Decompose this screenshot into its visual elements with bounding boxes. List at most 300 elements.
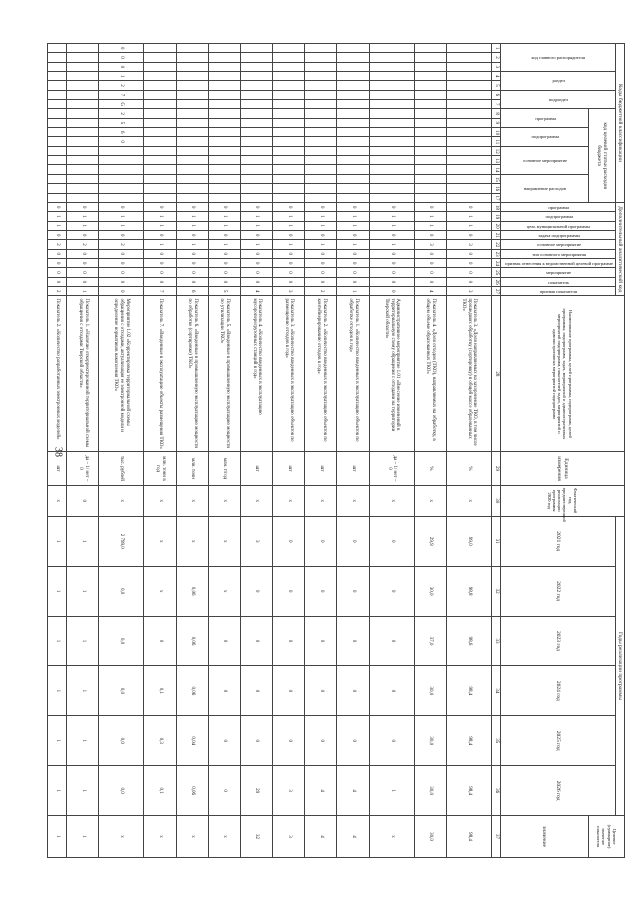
budget-code-cell bbox=[273, 72, 305, 81]
column-number: 33 bbox=[491, 616, 500, 666]
budget-code-cell bbox=[446, 118, 491, 127]
budget-code-cell bbox=[305, 193, 337, 202]
column-number: 35 bbox=[491, 716, 500, 766]
target-sub-header: значение bbox=[500, 816, 588, 858]
budget-sub-col-header bbox=[500, 174, 588, 202]
extra-col-header bbox=[500, 202, 615, 211]
budget-code-cell: 0 bbox=[99, 53, 144, 62]
budget-code-cell bbox=[414, 53, 446, 62]
budget-code-cell bbox=[67, 118, 99, 127]
budget-code-cell bbox=[144, 81, 176, 90]
column-number: 3 bbox=[491, 62, 500, 71]
extra-code-cell: 1 bbox=[176, 212, 208, 221]
extra-code-cell: 1 bbox=[369, 240, 414, 249]
budget-code-cell bbox=[369, 193, 414, 202]
table-row bbox=[67, 44, 99, 858]
budget-code-cell bbox=[47, 53, 67, 62]
budget-code-cell bbox=[208, 193, 240, 202]
extra-col-header bbox=[500, 258, 615, 267]
budget-code-cell bbox=[337, 90, 369, 99]
year-value-cell: 29 bbox=[240, 766, 272, 816]
budget-code-cell bbox=[273, 156, 305, 165]
budget-code-cell: 5 bbox=[99, 118, 144, 127]
year-value-cell: 0,06 bbox=[176, 666, 208, 716]
extra-code-cell: 4 bbox=[240, 286, 272, 295]
budget-code-cell bbox=[208, 53, 240, 62]
extra-code-cell: 0 bbox=[99, 286, 144, 295]
extra-code-cell: 3 bbox=[414, 240, 446, 249]
budget-code-cell bbox=[47, 90, 67, 99]
extra-col-label: задача подпрограммы bbox=[537, 232, 580, 238]
budget-code-cell bbox=[305, 44, 337, 53]
extra-code-cell: 0 bbox=[240, 249, 272, 258]
year-header: 2025 год bbox=[500, 716, 615, 766]
budget-code-cell bbox=[369, 165, 414, 174]
extra-code-cell: 0 bbox=[414, 230, 446, 239]
budget-code-cell bbox=[446, 184, 491, 193]
extra-code-cell: 0 bbox=[414, 277, 446, 286]
indicator-name: Мероприятие 1.02 «Корректировка территориальной схемы обращения с отходами, актуализация ее электронной модели и определение нормативов накопления ТКО» bbox=[99, 296, 144, 452]
budget-code-cell bbox=[337, 100, 369, 109]
budget-code-cell bbox=[414, 72, 446, 81]
extra-code-cell: 0 bbox=[446, 202, 491, 211]
budget-code-cell bbox=[369, 146, 414, 155]
budget-code-cell bbox=[67, 128, 99, 137]
budget-code-cell bbox=[240, 146, 272, 155]
extra-col-label: признак показателя bbox=[540, 288, 578, 294]
budget-code-cell: 0 bbox=[99, 44, 144, 53]
extra-code-cell: 0 bbox=[305, 258, 337, 267]
column-number: 32 bbox=[491, 566, 500, 616]
extra-code-cell: 0 bbox=[446, 277, 491, 286]
year-value-cell: 0 bbox=[369, 666, 414, 716]
column-number: 15 bbox=[491, 174, 500, 183]
budget-code-cell bbox=[446, 156, 491, 165]
budget-code-cell bbox=[99, 156, 144, 165]
extra-code-cell: 0 bbox=[67, 258, 99, 267]
budget-code-cell bbox=[369, 90, 414, 99]
year-value-cell: 0 bbox=[240, 616, 272, 666]
budget-code-cell bbox=[446, 62, 491, 71]
budget-code-cell bbox=[240, 156, 272, 165]
budget-code-cell bbox=[176, 137, 208, 146]
extra-code-cell: 0 bbox=[414, 258, 446, 267]
target-value-cell: х bbox=[208, 816, 240, 858]
year-value-cell: 0 bbox=[240, 666, 272, 716]
extra-code-cell: 1 bbox=[99, 212, 144, 221]
extra-code-cell: 1 bbox=[99, 221, 144, 230]
extra-code-cell: 0 bbox=[369, 230, 414, 239]
target-value-cell: х bbox=[176, 816, 208, 858]
extra-code-cell: 0 bbox=[67, 277, 99, 286]
budget-code-cell bbox=[337, 53, 369, 62]
extra-code-cell: 0 bbox=[144, 258, 176, 267]
year-value-cell: х bbox=[144, 516, 176, 566]
extra-code-cell: 0 bbox=[99, 268, 144, 277]
extra-code-cell: 0 bbox=[208, 258, 240, 267]
table-row bbox=[208, 44, 240, 858]
year-value-cell: 1 bbox=[47, 566, 67, 616]
budget-code-cell bbox=[273, 165, 305, 174]
budget-code-cell bbox=[414, 184, 446, 193]
extra-code-cell: 0 bbox=[337, 268, 369, 277]
year-value-cell: 0,3 bbox=[144, 716, 176, 766]
budget-code-cell bbox=[369, 128, 414, 137]
unit-cell: % bbox=[414, 452, 446, 485]
target-value-cell: 4 bbox=[337, 816, 369, 858]
extra-code-cell: 0 bbox=[305, 230, 337, 239]
year-value-cell: 30,0 bbox=[414, 666, 446, 716]
budget-code-cell bbox=[176, 109, 208, 118]
budget-code-cell bbox=[305, 109, 337, 118]
year-value-cell: х bbox=[208, 516, 240, 566]
year-value-cell: 0 bbox=[337, 516, 369, 566]
unit-cell: шт bbox=[273, 452, 305, 485]
extra-code-cell: 0 bbox=[47, 277, 67, 286]
extra-code-cell: 0 bbox=[305, 277, 337, 286]
extra-code-cell: 0 bbox=[47, 258, 67, 267]
extra-code-cell: 1 bbox=[305, 221, 337, 230]
budget-code-cell bbox=[47, 165, 67, 174]
budget-sub-col-label: программа bbox=[534, 115, 556, 121]
budget-code-cell bbox=[176, 62, 208, 71]
budget-code-cell bbox=[176, 81, 208, 90]
extra-col-header bbox=[500, 277, 615, 286]
budget-code-cell bbox=[144, 72, 176, 81]
budget-code-cell bbox=[446, 53, 491, 62]
extra-col-label: показатель bbox=[548, 279, 570, 285]
table-row bbox=[47, 44, 67, 858]
budget-code-cell bbox=[337, 156, 369, 165]
budget-code-cell bbox=[67, 174, 99, 183]
extra-code-cell: 3 bbox=[446, 240, 491, 249]
budget-code-cell bbox=[414, 100, 446, 109]
budget-code-cell bbox=[67, 146, 99, 155]
budget-code-cell bbox=[305, 90, 337, 99]
column-number: 31 bbox=[491, 516, 500, 566]
column-number: 16 bbox=[491, 184, 500, 193]
extra-code-cell: 0 bbox=[144, 268, 176, 277]
extra-code-cell: 0 bbox=[305, 268, 337, 277]
budget-code-cell bbox=[176, 165, 208, 174]
extra-code-cell: 0 bbox=[414, 268, 446, 277]
extra-code-cell: 1 bbox=[414, 221, 446, 230]
extra-code-cell: 0 bbox=[208, 249, 240, 258]
table-row bbox=[144, 44, 176, 858]
extra-code-cell: 0 bbox=[47, 249, 67, 258]
year-value-cell: 1 bbox=[47, 616, 67, 666]
budget-code-cell bbox=[144, 184, 176, 193]
extra-code-cell: 0 bbox=[176, 202, 208, 211]
year-value-cell: 99,0 bbox=[446, 516, 491, 566]
year-value-cell: 0 bbox=[369, 566, 414, 616]
extra-code-cell: 0 bbox=[369, 268, 414, 277]
budget-code-cell bbox=[414, 62, 446, 71]
extra-code-cell: 2 bbox=[305, 286, 337, 295]
table-row bbox=[369, 44, 414, 858]
budget-code-cell bbox=[240, 137, 272, 146]
column-number: 25 bbox=[491, 268, 500, 277]
budget-code-cell bbox=[273, 146, 305, 155]
extra-code-cell: 0 bbox=[176, 249, 208, 258]
column-number: 23 bbox=[491, 249, 500, 258]
budget-code-cell bbox=[305, 72, 337, 81]
budget-code-cell bbox=[47, 81, 67, 90]
extra-code-cell: 0 bbox=[446, 249, 491, 258]
year-value-cell: х bbox=[208, 566, 240, 616]
column-number: 6 bbox=[491, 90, 500, 99]
budget-code-cell bbox=[273, 53, 305, 62]
table-row bbox=[337, 44, 369, 858]
budget-code-cell bbox=[369, 174, 414, 183]
fact-cell: х bbox=[369, 485, 414, 516]
budget-code-cell bbox=[176, 90, 208, 99]
fact-cell: 0 bbox=[67, 485, 99, 516]
target-value-cell: 1 bbox=[47, 816, 67, 858]
table-row bbox=[99, 44, 144, 858]
year-value-cell: 4 bbox=[337, 766, 369, 816]
fact-cell: х bbox=[240, 485, 272, 516]
year-value-cell: 2 799,0 bbox=[99, 516, 144, 566]
extra-code-cell: 0 bbox=[337, 249, 369, 258]
budget-code-cell bbox=[273, 81, 305, 90]
indicator-name: Показатель 3. «Доля направляемых на захоронение ТКО, в том числе прошедших обработку (сортировку) в общей массе образованных ТКО» bbox=[446, 296, 491, 452]
budget-code-cell bbox=[144, 128, 176, 137]
year-value-cell: 1 bbox=[67, 766, 99, 816]
budget-code-cell: 0 bbox=[99, 62, 144, 71]
budget-code-cell bbox=[240, 184, 272, 193]
column-number: 13 bbox=[491, 156, 500, 165]
year-value-cell: 0 bbox=[208, 766, 240, 816]
column-number: 9 bbox=[491, 118, 500, 127]
year-header: 2022 год bbox=[500, 566, 615, 616]
budget-code-cell bbox=[67, 165, 99, 174]
budget-code-cell bbox=[240, 109, 272, 118]
budget-code-cell bbox=[446, 109, 491, 118]
budget-code-cell bbox=[208, 81, 240, 90]
year-value-cell: 0,1 bbox=[144, 666, 176, 716]
extra-code-cell: 0 bbox=[99, 277, 144, 286]
budget-code-cell bbox=[67, 100, 99, 109]
budget-col-header bbox=[500, 44, 615, 72]
year-value-cell: х bbox=[144, 566, 176, 616]
extra-code-cell: 0 bbox=[273, 230, 305, 239]
budget-code-cell bbox=[414, 128, 446, 137]
budget-code-cell: 2 bbox=[99, 109, 144, 118]
unit-cell: тыс. рублей bbox=[99, 452, 144, 485]
budget-code-cell bbox=[446, 146, 491, 155]
budget-code-cell bbox=[47, 72, 67, 81]
extra-code-cell: 1 bbox=[144, 212, 176, 221]
budget-sub-col-header bbox=[500, 109, 588, 128]
budget-code-cell bbox=[446, 165, 491, 174]
budget-code-cell bbox=[305, 146, 337, 155]
budget-code-cell bbox=[414, 109, 446, 118]
extra-code-cell: 1 bbox=[67, 212, 99, 221]
budget-col-label: раздел bbox=[552, 78, 566, 84]
year-value-cell: 0,0 bbox=[99, 666, 144, 716]
target-value-cell: 3 bbox=[273, 816, 305, 858]
unit-cell: да – 1/ нет – 0 bbox=[369, 452, 414, 485]
extra-code-cell: 0 bbox=[446, 230, 491, 239]
table-body bbox=[47, 44, 491, 858]
budget-code-cell bbox=[240, 165, 272, 174]
budget-code-cell bbox=[47, 109, 67, 118]
budget-code-cell bbox=[67, 90, 99, 99]
budget-col-header bbox=[500, 72, 615, 91]
budget-code-cell bbox=[176, 53, 208, 62]
budget-code-cell bbox=[337, 184, 369, 193]
year-value-cell: 37,0 bbox=[414, 616, 446, 666]
budget-code-cell bbox=[208, 109, 240, 118]
year-value-cell: 30,0 bbox=[414, 566, 446, 616]
year-value-cell: 1 bbox=[47, 766, 67, 816]
budget-code-cell bbox=[208, 72, 240, 81]
unit-cell: млн. т/год bbox=[208, 452, 240, 485]
year-value-cell: 0 bbox=[337, 616, 369, 666]
year-value-cell: 0 bbox=[305, 716, 337, 766]
fact-cell: х bbox=[414, 485, 446, 516]
unit-cell: % bbox=[446, 452, 491, 485]
extra-code-cell: 0 bbox=[176, 268, 208, 277]
year-value-cell: 0 bbox=[273, 566, 305, 616]
extra-col-label: мероприятие bbox=[546, 270, 572, 276]
budget-code-cell bbox=[446, 193, 491, 202]
budget-code-cell bbox=[176, 72, 208, 81]
budget-code-sub-header: код целевой статьи расходов бюджета bbox=[588, 109, 615, 202]
extra-col-header bbox=[500, 221, 615, 230]
budget-code-cell bbox=[446, 81, 491, 90]
budget-code-cell bbox=[446, 90, 491, 99]
budget-code-cell bbox=[47, 137, 67, 146]
budget-code-cell bbox=[240, 90, 272, 99]
budget-code-cell: 6 bbox=[99, 128, 144, 137]
target-value-cell: 1 bbox=[67, 816, 99, 858]
year-value-cell: 0,1 bbox=[144, 766, 176, 816]
budget-code-cell: 2 bbox=[99, 81, 144, 90]
indicator-name: Показатель 2. «Количество разработанных электронных моделей» bbox=[47, 296, 67, 452]
budget-code-cell bbox=[176, 100, 208, 109]
extra-code-cell: 0 bbox=[240, 230, 272, 239]
year-header: 2021 год bbox=[500, 516, 615, 566]
budget-code-cell bbox=[144, 165, 176, 174]
table-row bbox=[240, 44, 272, 858]
years-header: Годы реализации программы bbox=[615, 516, 624, 815]
extra-code-cell: 2 bbox=[99, 240, 144, 249]
year-value-cell: 0 bbox=[369, 616, 414, 666]
year-value-cell: х bbox=[176, 516, 208, 566]
budget-code-cell bbox=[67, 109, 99, 118]
budget-code-cell bbox=[369, 72, 414, 81]
fact-cell: х bbox=[446, 485, 491, 516]
unit-header: Единица измерения bbox=[500, 452, 624, 485]
unit-cell: млн. тонн в год bbox=[144, 452, 176, 485]
fact-header: Фактический год, предшествующий реализации программы 2020 год bbox=[500, 485, 624, 516]
year-value-cell: 0 bbox=[369, 516, 414, 566]
year-value-cell: 0 bbox=[305, 616, 337, 666]
extra-code-cell: 1 bbox=[446, 221, 491, 230]
column-number: 36 bbox=[491, 766, 500, 816]
extra-code-cell: 0 bbox=[208, 277, 240, 286]
extra-code-cell: 0 bbox=[305, 249, 337, 258]
extra-code-cell: 0 bbox=[67, 202, 99, 211]
extra-code-cell: 2 bbox=[67, 240, 99, 249]
extra-code-cell: 0 bbox=[446, 258, 491, 267]
page-number: 38 bbox=[52, 447, 64, 457]
budget-code-cell bbox=[144, 100, 176, 109]
extra-code-cell: 0 bbox=[99, 258, 144, 267]
budget-code-cell bbox=[305, 137, 337, 146]
column-number: 37 bbox=[491, 816, 500, 858]
extra-code-cell: 2 bbox=[47, 240, 67, 249]
column-number: 14 bbox=[491, 165, 500, 174]
budget-code-cell: 7 bbox=[99, 90, 144, 99]
extra-col-header bbox=[500, 240, 615, 249]
budget-code-cell bbox=[337, 165, 369, 174]
unit-cell: млн. тонн bbox=[176, 452, 208, 485]
fact-cell: х bbox=[144, 485, 176, 516]
column-number: 1 bbox=[491, 44, 500, 53]
target-value-cell: 4 bbox=[305, 816, 337, 858]
budget-code-cell bbox=[305, 62, 337, 71]
budget-code-cell bbox=[337, 44, 369, 53]
year-header: 2026 год bbox=[500, 766, 615, 816]
budget-code-cell bbox=[144, 137, 176, 146]
indicator-name: Показатель 6. «Введенные в промышленную эксплуатацию мощности по обработке (сортировке) ТКО» bbox=[176, 296, 208, 452]
budget-code-cell bbox=[67, 62, 99, 71]
budget-code-cell bbox=[337, 128, 369, 137]
budget-code-cell bbox=[414, 137, 446, 146]
table-row bbox=[176, 44, 208, 858]
extra-col-header bbox=[500, 249, 615, 258]
budget-col-label: подраздел bbox=[549, 96, 569, 102]
column-number: 21 bbox=[491, 230, 500, 239]
budget-code-cell bbox=[305, 128, 337, 137]
budget-code-cell bbox=[414, 81, 446, 90]
budget-code-cell bbox=[273, 62, 305, 71]
extra-code-cell: 0 bbox=[240, 268, 272, 277]
budget-code-cell bbox=[369, 184, 414, 193]
extra-code-cell: 0 bbox=[369, 286, 414, 295]
indicator-name: Показатель 5. «Введенные в промышленную эксплуатацию мощности по утилизации ТКО» bbox=[208, 296, 240, 452]
target-header: Целевое (суммарное) значение показателя bbox=[588, 816, 624, 858]
year-value-cell: 1 bbox=[67, 666, 99, 716]
budget-code-cell bbox=[305, 184, 337, 193]
extra-col-header bbox=[500, 286, 615, 295]
fact-cell: х bbox=[208, 485, 240, 516]
budget-code-cell bbox=[337, 109, 369, 118]
year-value-cell: 0 bbox=[208, 666, 240, 716]
budget-code-cell bbox=[144, 109, 176, 118]
budget-code-cell bbox=[99, 165, 144, 174]
indicator-name: Показатель 4. «Количество введенных в эксплуатацию мусороперегрузочных станций в год» bbox=[240, 296, 272, 452]
budget-code-cell bbox=[144, 146, 176, 155]
extra-code-cell: 1 bbox=[273, 240, 305, 249]
extra-code-cell: 1 bbox=[208, 221, 240, 230]
budget-code-cell bbox=[305, 174, 337, 183]
extra-code-cell: 3 bbox=[446, 286, 491, 295]
column-number: 34 bbox=[491, 666, 500, 716]
budget-code-cell: G bbox=[99, 100, 144, 109]
extra-code-cell: 0 bbox=[99, 249, 144, 258]
unit-cell: шт bbox=[47, 452, 67, 485]
budget-code-cell bbox=[446, 128, 491, 137]
extra-code-cell: 0 bbox=[273, 277, 305, 286]
budget-code-cell bbox=[337, 193, 369, 202]
budget-code-cell bbox=[144, 118, 176, 127]
year-value-cell: 0 bbox=[273, 666, 305, 716]
budget-code-cell bbox=[47, 128, 67, 137]
